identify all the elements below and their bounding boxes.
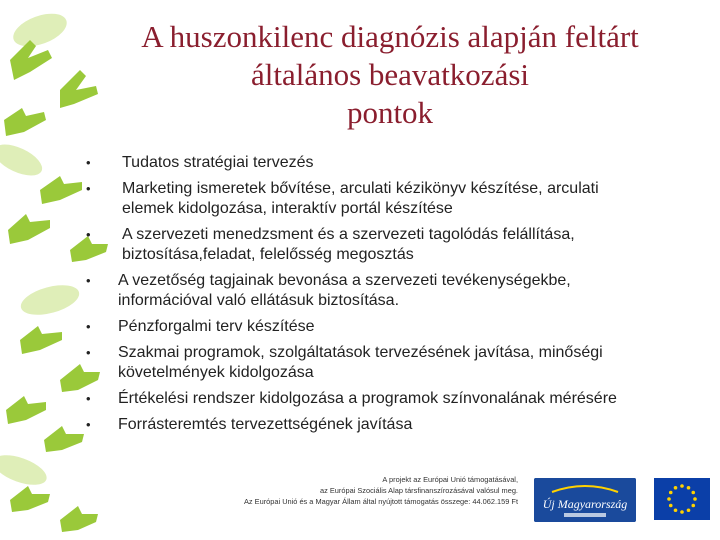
eu-star-icon bbox=[693, 497, 697, 501]
list-item bbox=[86, 343, 706, 383]
intervention-points-list bbox=[86, 153, 706, 441]
list-item bbox=[86, 179, 706, 219]
title-line-1: A huszonkilenc diagnózis alapján feltárt bbox=[141, 19, 639, 54]
list-item-text: Értékelési rendszer kidolgozása a programok színvonalának mérésére bbox=[118, 390, 617, 407]
list-item bbox=[86, 415, 706, 435]
bullet: • bbox=[86, 391, 91, 406]
funding-footer bbox=[160, 474, 518, 507]
list-item-text: A szervezeti menedzsment és a szervezeti tagolódás felállítása, bbox=[122, 226, 575, 243]
title-line-3: pontok bbox=[346, 95, 434, 130]
list-item-text: elemek kidolgozása, interaktív portál készítése bbox=[122, 200, 453, 217]
uj-magyarorszag-logo-text: Új Magyarország bbox=[542, 497, 628, 511]
list-item-text: Pénzforgalmi terv készítése bbox=[118, 318, 315, 335]
eu-star-icon bbox=[691, 491, 695, 495]
list-item-text: A vezetőség tagjainak bevonása a szervezeti tevékenységekbe, bbox=[118, 272, 571, 289]
eu-flag-logo bbox=[654, 478, 710, 520]
list-item-text: Forrásteremtés tervezettségének javítása bbox=[118, 416, 413, 433]
bullet: • bbox=[86, 227, 91, 242]
list-item-text: információval való ellátásuk biztosítása. bbox=[118, 292, 400, 309]
list-item bbox=[86, 317, 706, 337]
eu-star-icon bbox=[669, 491, 673, 495]
eu-star-icon bbox=[687, 486, 691, 490]
bullet: • bbox=[86, 273, 91, 288]
bullet: • bbox=[86, 417, 91, 432]
list-item-text: Marketing ismeretek bővítése, arculati kézikönyv készítése, arculati bbox=[122, 180, 599, 197]
eu-star-icon bbox=[674, 486, 678, 490]
eu-star-icon bbox=[687, 508, 691, 512]
eu-star-icon bbox=[680, 510, 684, 514]
list-item bbox=[86, 271, 706, 311]
bullet: • bbox=[86, 345, 91, 360]
list-item bbox=[86, 225, 706, 265]
eu-star-icon bbox=[674, 508, 678, 512]
title-line-2: általános beavatkozási bbox=[250, 57, 530, 92]
eu-star-icon bbox=[669, 504, 673, 508]
footer-line-3: Az Európai Unió és a Magyar Állam által nyújtott támogatás összege: 44.062.159 Ft bbox=[243, 497, 518, 506]
list-item bbox=[86, 153, 706, 173]
eu-star-icon bbox=[680, 484, 684, 488]
footer-line-2: az Európai Szociális Alap társfinanszírozásával valósul meg. bbox=[319, 486, 518, 495]
page-title bbox=[70, 18, 710, 132]
footer-line-1: A projekt az Európai Unió támogatásával, bbox=[382, 475, 518, 484]
list-item-text: biztosítása,feladat, felelősség megosztás bbox=[122, 246, 414, 263]
uj-magyarorszag-logo bbox=[534, 478, 636, 522]
bullet: • bbox=[86, 155, 91, 170]
eu-star-icon bbox=[691, 504, 695, 508]
list-item bbox=[86, 389, 706, 409]
bullet: • bbox=[86, 319, 91, 334]
list-item-text: követelmények kidolgozása bbox=[118, 364, 314, 381]
list-item-text: Szakmai programok, szolgáltatások tervezésének javítása, minőségi bbox=[118, 344, 603, 361]
list-item-text: Tudatos stratégiai tervezés bbox=[122, 154, 314, 171]
eu-star-icon bbox=[667, 497, 671, 501]
bullet: • bbox=[86, 181, 91, 196]
